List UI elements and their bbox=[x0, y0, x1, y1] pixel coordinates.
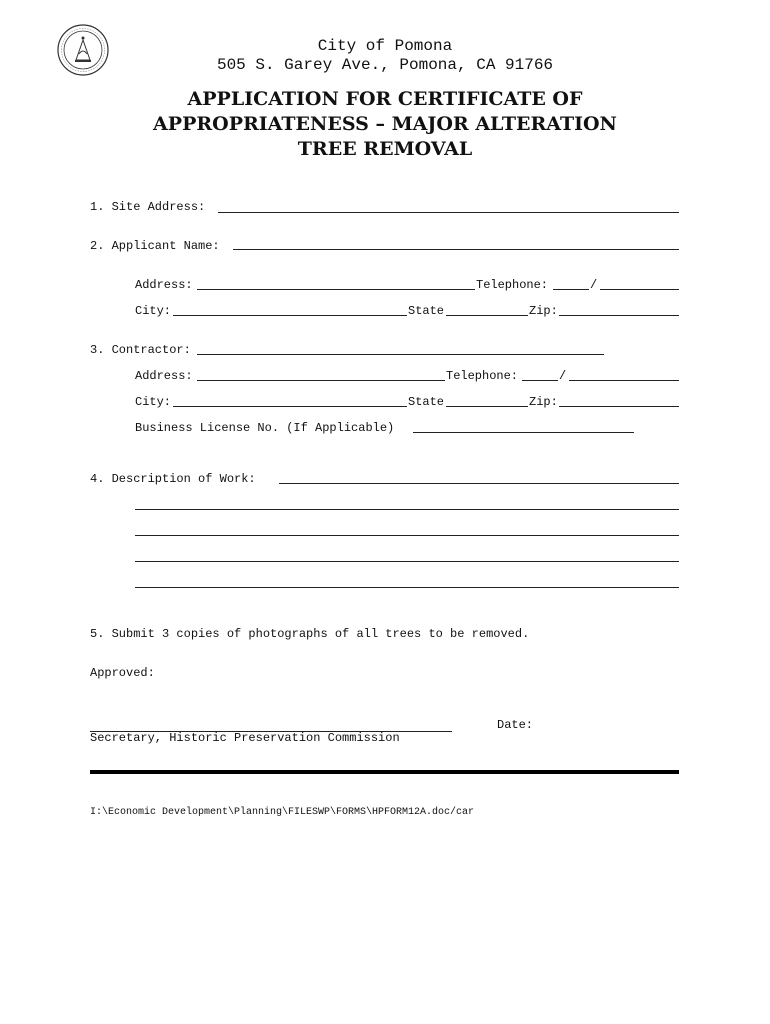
contractor-field[interactable] bbox=[197, 354, 604, 355]
description-line-3[interactable] bbox=[135, 535, 679, 536]
city-name: City of Pomona bbox=[317, 37, 453, 55]
applicant-phone-field[interactable] bbox=[600, 289, 679, 290]
contractor-address-field[interactable] bbox=[197, 380, 445, 381]
contractor-city-label: City: bbox=[135, 395, 172, 409]
contractor-state-label: State bbox=[408, 395, 445, 409]
business-license-field[interactable] bbox=[413, 432, 634, 433]
applicant-state-label: State bbox=[408, 304, 445, 318]
description-line-5[interactable] bbox=[135, 587, 679, 588]
file-path-footer: I:\Economic Development\Planning\FILESWP\FORMS\HPFORM12A.doc/car bbox=[90, 807, 475, 818]
applicant-state-field[interactable] bbox=[446, 315, 528, 316]
form-title-line-3: TREE REMOVAL bbox=[297, 138, 473, 160]
description-line-2[interactable] bbox=[135, 509, 679, 510]
signature-caption: Secretary, Historic Preservation Commission bbox=[90, 731, 400, 745]
contractor-phone-slash: / bbox=[559, 369, 567, 383]
form-title-line-2: APPROPRIATENESS – MAJOR ALTERATION bbox=[153, 113, 617, 135]
applicant-address-field[interactable] bbox=[197, 289, 475, 290]
section-divider bbox=[90, 770, 679, 774]
applicant-city-field[interactable] bbox=[173, 315, 407, 316]
contractor-zip-field[interactable] bbox=[559, 406, 679, 407]
form-title-line-1: APPLICATION FOR CERTIFICATE OF bbox=[187, 88, 583, 110]
contractor-state-field[interactable] bbox=[446, 406, 528, 407]
contractor-phone-field[interactable] bbox=[569, 380, 679, 381]
contractor-label: 3. Contractor: bbox=[90, 343, 191, 357]
contractor-address-label: Address: bbox=[135, 369, 193, 383]
applicant-zip-field[interactable] bbox=[559, 315, 679, 316]
date-label: Date: bbox=[497, 718, 534, 732]
applicant-city-label: City: bbox=[135, 304, 172, 318]
applicant-area-code-field[interactable] bbox=[553, 289, 589, 290]
approved-label: Approved: bbox=[90, 666, 155, 680]
contractor-zip-label: Zip: bbox=[529, 395, 558, 409]
description-line-4[interactable] bbox=[135, 561, 679, 562]
site-address-field[interactable] bbox=[218, 212, 679, 213]
applicant-name-field[interactable] bbox=[233, 249, 679, 250]
contractor-area-code-field[interactable] bbox=[522, 380, 558, 381]
contractor-city-field[interactable] bbox=[173, 406, 407, 407]
applicant-name-label: 2. Applicant Name: bbox=[90, 239, 220, 253]
description-line-1[interactable] bbox=[279, 483, 679, 484]
photos-instruction: 5. Submit 3 copies of photographs of all trees to be removed. bbox=[90, 627, 530, 641]
applicant-zip-label: Zip: bbox=[529, 304, 558, 318]
applicant-telephone-label: Telephone: bbox=[476, 278, 549, 292]
site-address-label: 1. Site Address: bbox=[90, 200, 206, 214]
business-license-label: Business License No. (If Applicable) bbox=[135, 421, 395, 435]
description-label: 4. Description of Work: bbox=[90, 472, 256, 486]
applicant-phone-slash: / bbox=[590, 278, 598, 292]
contractor-telephone-label: Telephone: bbox=[446, 369, 519, 383]
city-address: 505 S. Garey Ave., Pomona, CA 91766 bbox=[216, 56, 554, 74]
applicant-address-label: Address: bbox=[135, 278, 193, 292]
